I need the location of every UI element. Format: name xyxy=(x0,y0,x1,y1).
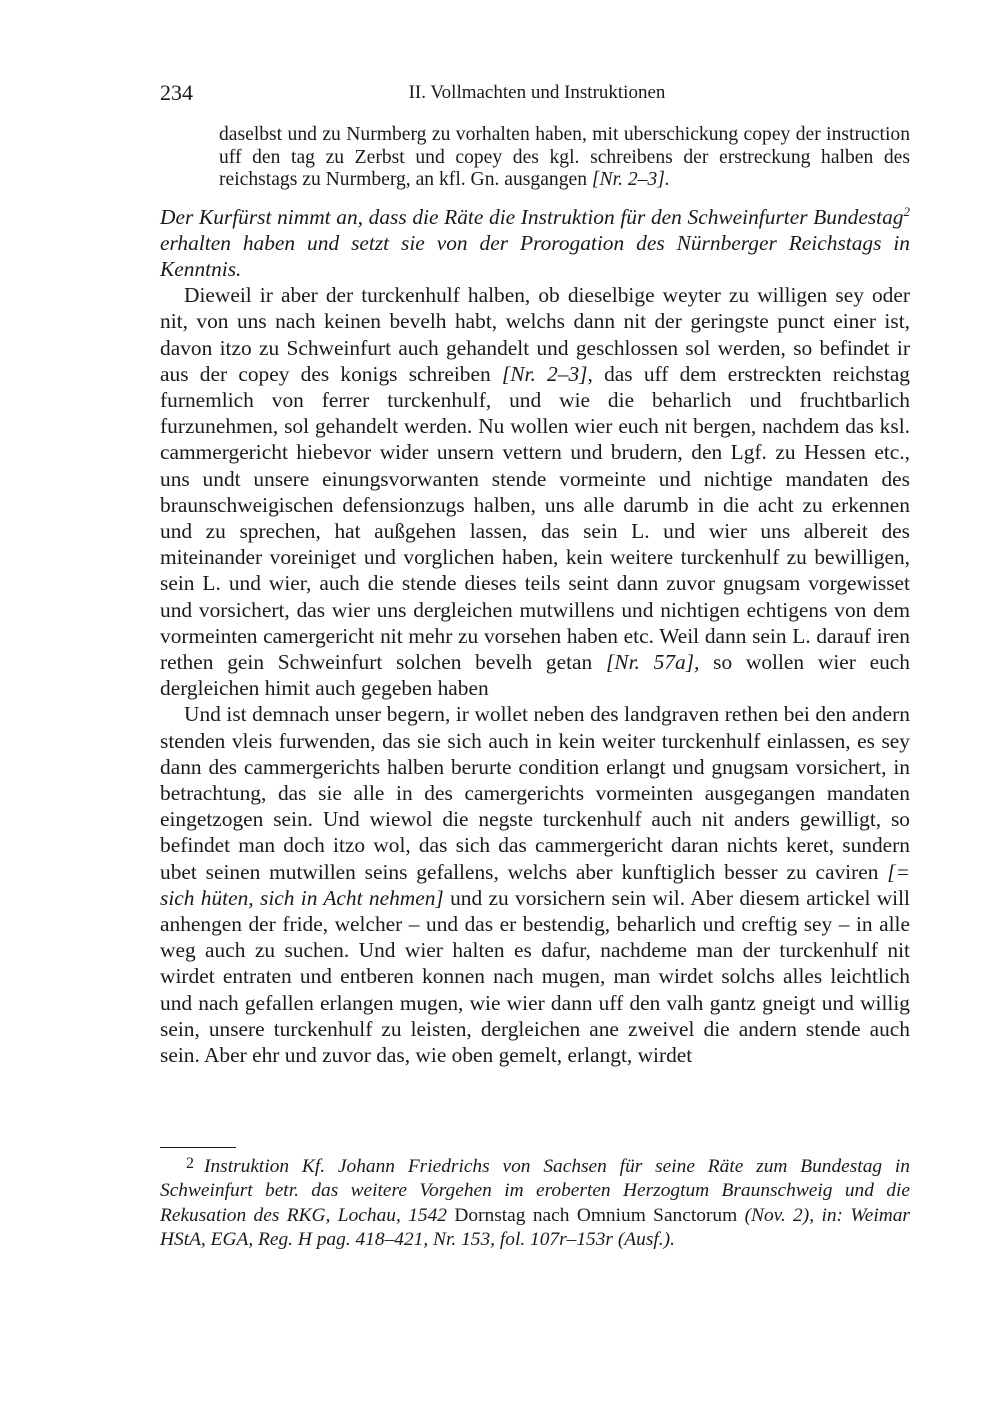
footnote-text-b: Dornstag nach Omnium Sanctorum xyxy=(454,1204,738,1226)
footnote-2 xyxy=(160,1152,910,1253)
quote-text: daselbst und zu Nurmberg zu vorhalten haben, mit uberschickung copey der instruction uff den tag zu Zerbst und copey des kgl. schreibens der erstreckung halben des reichstags zu Nurmberg, an kfl. Gn. ausgangen xyxy=(219,124,910,190)
paragraph-1-reference-1: [Nr. 2–3] xyxy=(501,361,588,386)
paragraph-1-text-a: Dieweil ir aber der turckenhulf halben, ob dieselbige weyter zu willigen sey oder nit, von uns nach keinen bevelh habt, welchs dann nit der geringste punct einer ist, davon itzo zu Schweinfurt auch gehandelt und geschlossen sol werden, so befindet ir aus der copey des konigs schreiben xyxy=(160,283,910,386)
footnote-text-c: (Nov. 2), in: Weimar HStA, EGA, Reg. H pag. 418–421, Nr. 153, fol. 107r–153r (Ausf.). xyxy=(160,1204,910,1251)
running-title: II. Vollmachten und Instruktionen xyxy=(408,82,666,103)
main-text xyxy=(160,124,910,1068)
paragraph-2-text-a: Und ist demnach unser begern, ir wollet neben des landgraven rethen bei den andern stenden vleis furwenden, das sie sich auch in kein weiter turckenhulf einlassen, es sey dann des cammergerichts halben berurte condition erlangt und gnugsam vorsichert, in betrachtung, das sie alle in des camergerichts vormeinten ausgegangen mandaten eingetzogen sein. Und wiewol die negste turckenhulf auch nit anders gewilligt, so befindet man doch itzo wol, das sich das cammergericht daran nichts keret, sundern ubet seinen mutwillen seins gefallens, welchs aber kunftiglich besser zu caviren xyxy=(160,702,910,884)
footnote-number: 2 xyxy=(186,1155,194,1172)
page-number: 234 xyxy=(160,80,193,105)
regest-text-part2: erhalten haben und setzt sie von der Prorogation des Nürnberger Reichstags in Kenntnis. xyxy=(160,230,910,281)
footnote-divider xyxy=(160,1147,236,1148)
regest-summary xyxy=(160,204,910,283)
paragraph-2 xyxy=(160,701,910,1068)
footnote-reference[interactable]: 2 xyxy=(903,203,910,219)
paragraph-1-reference-2: [Nr. 57a], xyxy=(605,649,700,674)
paragraph-1-text-b: , das uff dem erstreckten reichstag furnemlich von ferrer turckenhulf, und wie die beharlich und fruchtbarlich furzunehmen, sol gehandelt werden. Nu wollen wier euch nit bergen, nachdem das ksl. cammergericht hiebevor wider unsern vettern und brudern, den Lgf. zu Hessen etc., uns undt unsere einungsvorwanten stende vormeinte und nichtige mandaten des braunschweigischen defensionzugs halben, uns alle darumb in die acht zu erkennen und zu sprechen, hat außgehen lassen, das sein L. und wier uns albereit des miteinander voreiniget und vorglichen haben, kein weitere turckenhulf zu bewilligen, sein L. und wier, auch die stende dieses teils seint dann zuvor gnugsam vorgewisset und vorsichert, das wier uns dergleichen mutwillens und nichtigen echtigens von dem vormeinten camergericht nit mehr zu vorsehen haben etc. Weil dann sein L. darauf iren rethen gein Schweinfurt solchen bevelh getan xyxy=(160,361,911,674)
block-quote xyxy=(219,124,910,192)
footnote-text-a: Instruktion Kf. Johann Friedrichs von Sachsen für seine Räte zum Bundestag in Schweinfurt betr. das weitere Vorgehen im eroberten Herzogtum Braunschweig und die Rekusation des RKG, Lochau, 1542 xyxy=(160,1156,910,1226)
quote-reference: [Nr. 2–3]. xyxy=(587,169,670,190)
paragraph-2-text-b: und zu vorsichern sein wil. Aber diesem artickel will anhengen der fride, welcher – und das er bestendig, beharlich und creftig sey – in alle weg auch zu suchen. Und wier halten es dafur, nachdeme man der turckenhulf nit wirdet entraten und entberen konnen nach mugen, man wirdet solchs alles leichtlich und nach gefallen erlangen mugen, wie wier dann uff den valh gantz gneigt und willig sein, unsere turckenhulf zu leisten, dergleichen ane zweivel die andern stende auch sein. Aber ehr und zuvor das, wie oben gemelt, erlangt, wirdet xyxy=(160,885,911,1067)
paragraph-1 xyxy=(160,282,910,701)
paragraph-2-gloss: [= sich hüten, sich in Acht nehmen] xyxy=(160,859,910,910)
regest-text-part1: Der Kurfürst nimmt an, dass die Räte die Instruktion für den Schweinfurter Bundestag xyxy=(160,204,904,229)
paragraph-1-text-c: so wollen wier euch dergleichen himit auch gegeben haben xyxy=(160,649,910,701)
